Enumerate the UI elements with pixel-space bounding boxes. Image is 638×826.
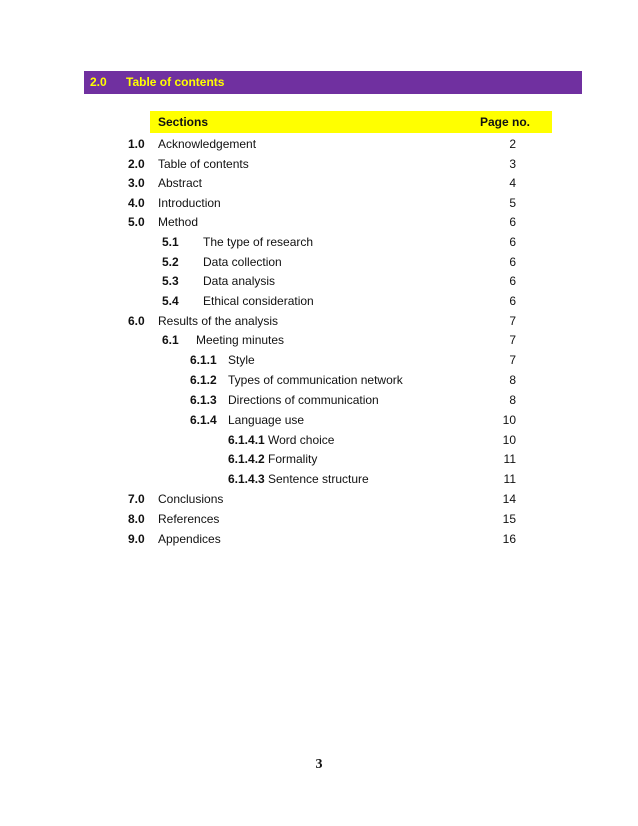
toc-table-header: [150, 111, 552, 133]
section-title: Table of contents: [126, 75, 225, 89]
toc-entry-title: Appendices: [158, 532, 221, 546]
toc-entry: [0, 492, 638, 510]
toc-entry-number: 9.0: [128, 532, 145, 546]
toc-entry-number: 6.1: [162, 333, 179, 347]
toc-entry: [0, 314, 638, 332]
toc-entry-title: Types of communication network: [228, 373, 403, 387]
toc-entry: [0, 294, 638, 312]
toc-entry-page: 15: [502, 512, 516, 526]
toc-entry-title: Word choice: [268, 433, 335, 447]
toc-entry-number: 6.1.3: [190, 393, 217, 407]
toc-entry-title: Sentence structure: [268, 472, 369, 486]
toc-entry-page: 6: [509, 235, 516, 249]
toc-entry-page: 7: [509, 314, 516, 328]
toc-entry-number: 5.3: [162, 274, 179, 288]
toc-entry-title: Data analysis: [203, 274, 276, 288]
toc-entry: [0, 413, 638, 431]
toc-entry-number: 5.2: [162, 255, 179, 269]
toc-entry-number: 6.1.2: [190, 373, 217, 387]
toc-entry-title: Formality: [268, 452, 318, 466]
section-header-bar: [84, 71, 582, 94]
section-number: 2.0: [90, 75, 107, 89]
toc-entry-title: The type of research: [203, 235, 314, 249]
toc-entry: [0, 255, 638, 273]
toc-entry-title: Conclusions: [158, 492, 224, 506]
toc-entry: [0, 196, 638, 214]
toc-entry-page: 16: [502, 532, 516, 546]
toc-entry-page: 5: [509, 196, 516, 210]
toc-entry-number: 5.0: [128, 215, 145, 229]
toc-entry-title: Ethical consideration: [203, 294, 314, 308]
toc-entry-page: 8: [509, 373, 516, 387]
toc-entry: [0, 472, 638, 490]
toc-entry-number: 6.1.4: [190, 413, 217, 427]
toc-entry: [0, 333, 638, 351]
toc-entry-title: Table of contents: [158, 157, 249, 171]
toc-entry-title: Data collection: [203, 255, 282, 269]
toc-entry-page: 10: [502, 413, 516, 427]
toc-entry: [0, 393, 638, 411]
toc-entry-number: 6.1.4.2: [228, 452, 265, 466]
toc-entry: [0, 373, 638, 391]
toc-entry: [0, 157, 638, 175]
toc-entry: [0, 433, 638, 451]
toc-entry-number: 3.0: [128, 176, 145, 190]
toc-entry-page: 2: [509, 137, 516, 151]
page-number: 3: [315, 757, 323, 772]
toc-entry-page: 4: [509, 176, 516, 190]
toc-entry: [0, 532, 638, 550]
toc-entry-title: References: [158, 512, 220, 526]
toc-entry-page: 11: [503, 472, 516, 486]
toc-entry: [0, 274, 638, 292]
toc-entry-number: 4.0: [128, 196, 145, 210]
sections-column-header: Sections: [158, 115, 209, 129]
toc-entry-title: Directions of communication: [228, 393, 379, 407]
page-no-column-header: Page no.: [480, 115, 531, 129]
toc-entry-number: 6.1.1: [190, 353, 217, 367]
toc-entry-page: 10: [502, 433, 516, 447]
toc-entry-title: Results of the analysis: [158, 314, 279, 328]
toc-entry-number: 5.1: [162, 235, 179, 249]
toc-entry-page: 6: [509, 215, 516, 229]
toc-entry-number: 6.1.4.1: [228, 433, 265, 447]
toc-entry-number: 5.4: [162, 294, 179, 308]
toc-entry-page: 8: [509, 393, 516, 407]
toc-entry: [0, 452, 638, 470]
toc-entry-page: 14: [502, 492, 516, 506]
toc-entry-number: 7.0: [128, 492, 145, 506]
toc-entry-page: 6: [509, 274, 516, 288]
toc-entry-title: Meeting minutes: [196, 333, 285, 347]
toc-entry-page: 3: [509, 157, 516, 171]
toc-entry-page: 6: [509, 255, 516, 269]
toc-entry-page: 7: [509, 353, 516, 367]
toc-entry-number: 8.0: [128, 512, 145, 526]
toc-entry: [0, 137, 638, 155]
toc-entry: [0, 176, 638, 194]
toc-entry-title: Introduction: [158, 196, 221, 210]
toc-entry-page: 11: [503, 452, 516, 466]
toc-entry-page: 7: [509, 333, 516, 347]
toc-entry-title: Language use: [228, 413, 305, 427]
toc-entry-title: Abstract: [158, 176, 203, 190]
toc-entry-number: 2.0: [128, 157, 145, 171]
toc-entry: [0, 353, 638, 371]
toc-entry-number: 1.0: [128, 137, 145, 151]
toc-entry: [0, 215, 638, 233]
toc-entry-title: Acknowledgement: [158, 137, 257, 151]
toc-entry: [0, 512, 638, 530]
toc-entry-number: 6.1.4.3: [228, 472, 265, 486]
toc-entry-title: Method: [158, 215, 199, 229]
toc-entry-page: 6: [509, 294, 516, 308]
toc-entry-title: Style: [228, 353, 255, 367]
toc-entry-number: 6.0: [128, 314, 145, 328]
toc-entry: [0, 235, 638, 253]
